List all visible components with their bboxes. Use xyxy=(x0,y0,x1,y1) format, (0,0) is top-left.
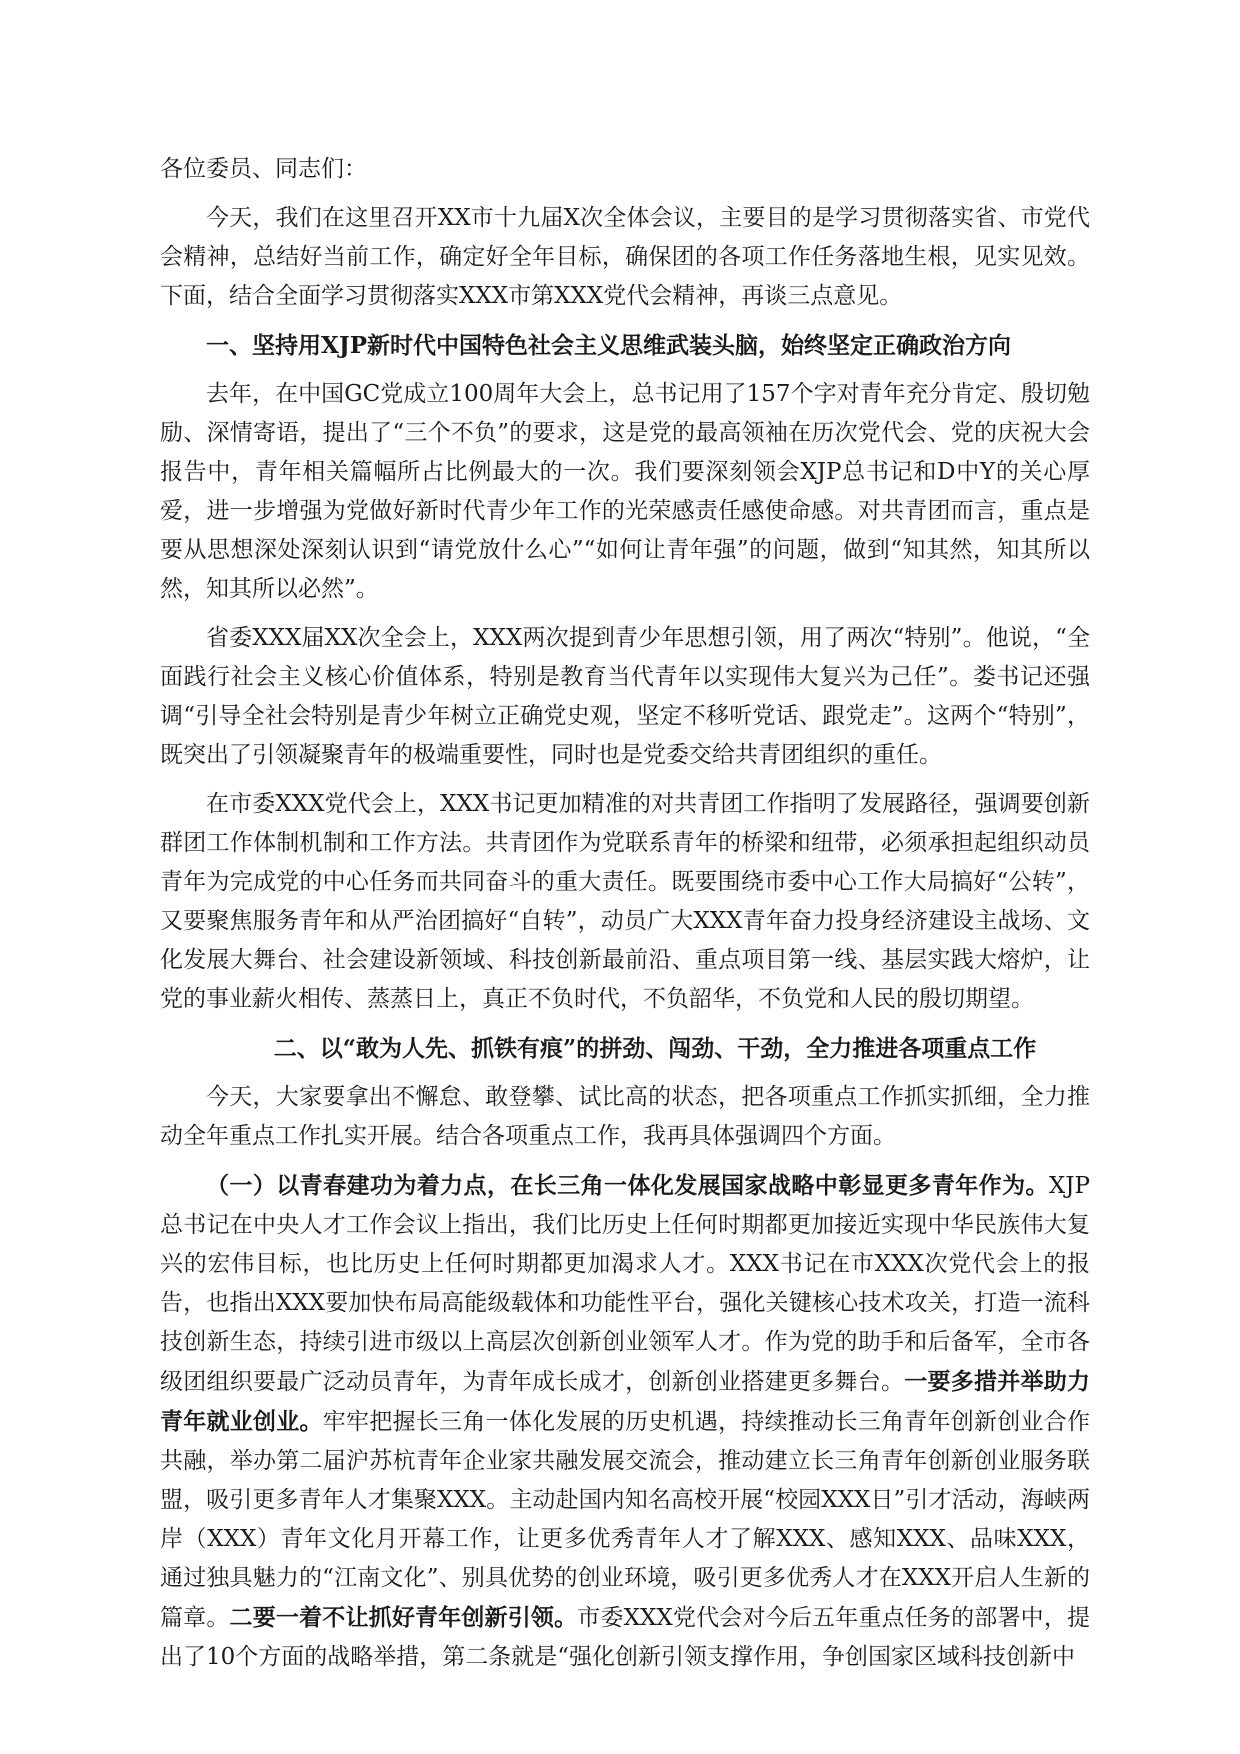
subsection-1-text-e: 市委XXX党代会对今后五年重点任务的部署中，提出了10个方面的战略举措，第二条就是“强化创新引领支撑作用，争创国家区域科技创新中 xyxy=(160,1605,1091,1670)
subsection-1-paragraph xyxy=(160,1166,1090,1677)
section-1-paragraph-2: 省委XXX届XX次全会上，XXX两次提到青少年思想引领，用了两次“特别”。他说，“全面践行社会主义核心价值体系，特别是教育当代青年以实现伟大复兴为己任”。娄书记还强调“引导全社会特别是青少年树立正确党史观，坚定不移听党话、跟党走”。这两个“特别”，既突出了引领凝聚青年的极端重要性，同时也是党委交给共青团组织的重任。 xyxy=(160,625,1090,768)
subsection-1-heading: （一）以青春建功为着力点，在长三角一体化发展国家战略中彰显更多青年作为。 xyxy=(206,1172,1049,1199)
section-2-intro-paragraph: 今天，大家要拿出不懈怠、敢登攀、试比高的状态，把各项重点工作抓实抓细，全力推动全年重点工作扎实开展。结合各项重点工作，我再具体强调四个方面。 xyxy=(160,1084,1090,1149)
salutation: 各位委员、同志们： xyxy=(160,156,367,182)
subsection-1-point-2-heading: 二要一着不让抓好青年创新引领。 xyxy=(229,1604,578,1631)
document-page xyxy=(160,150,1090,1677)
section-1-paragraph-1: 去年，在中国GC党成立100周年大会上，总书记用了157个字对青年充分肯定、殷切勉励、深情寄语，提出了“三个不负”的要求，这是党的最高领袖在历次党代会、党的庆祝大会报告中，青年相关篇幅所占比例最大的一次。我们要深刻领会XJP总书记和D中Y的关心厚爱，进一步增强为党做好新时代青少年工作的光荣感责任感使命感。对共青团而言，重点是要从思想深处深刻认识到“请党放什么心”“如何让青年强”的问题，做到“知其然，知其所以然，知其所以必然”。 xyxy=(160,381,1090,602)
subsection-1-text-c: 牢牢把握长三角一体化发展的历史机遇，持续推动长三角青年创新创业合作共融，举办第二届沪苏杭青年企业家共融发展交流会，推动建立长三角青年创新创业服务联盟，吸引更多青年人才集聚XXX。主动赴国内知名高校开展“校园XXX日”引才活动，海峡两岸（XXX）青年文化月开幕工作，让更多优秀青年人才了解XXX、感知XXX、品味XXX，通过独具魅力的“江南文化”、别具优势的创业环境，吸引更多优秀人才在XXX开启人生新的篇章。 xyxy=(160,1409,1091,1631)
section-1-heading: 一、坚持用XJP新时代中国特色社会主义思维武装头脑，始终坚定正确政治方向 xyxy=(206,332,1012,359)
subsection-1-text-a: XJP总书记在中央人才工作会议上指出，我们比历史上任何时期都更加接近实现中华民族伟大复兴的宏伟目标，也比历史上任何时期都更加渴求人才。XXX书记在市XXX次党代会上的报告，也指出XXX要加快布局高能级载体和功能性平台，强化关键核心技术攻关，打造一流科技创新生态，持续引进市级以上高层次创新创业领军人才。作为党的助手和后备军，全市各级团组织要最广泛动员青年，为青年成长成才，创新创业搭建更多舞台。 xyxy=(160,1173,1090,1395)
subsection-1-point-1-heading: 一要多措并举助力青年就业创业。 xyxy=(160,1368,1091,1435)
section-2-heading: 二、以“敢为人先、抓铁有痕”的拼劲、闯劲、干劲，全力推进各项重点工作 xyxy=(273,1035,1037,1062)
intro-paragraph: 今天，我们在这里召开XX市十九届X次全体会议，主要目的是学习贯彻落实省、市党代会精神，总结好当前工作，确定好全年目标，确保团的各项工作任务落地生根，见实见效。下面，结合全面学习贯彻落实XXX市第XXX党代会精神，再谈三点意见。 xyxy=(160,205,1090,309)
section-1-paragraph-3: 在市委XXX党代会上，XXX书记更加精准的对共青团工作指明了发展路径，强调要创新群团工作体制机制和工作方法。共青团作为党联系青年的桥梁和纽带，必须承担起组织动员青年为完成党的中心任务而共同奋斗的重大责任。既要围绕市委中心工作大局搞好“公转”，又要聚焦服务青年和从严治团搞好“自转”，动员广大XXX青年奋力投身经济建设主战场、文化发展大舞台、社会建设新领域、科技创新最前沿、重点项目第一线、基层实践大熔炉，让党的事业薪火相传、蒸蒸日上，真正不负时代，不负韶华，不负党和人民的殷切期望。 xyxy=(160,791,1090,1012)
